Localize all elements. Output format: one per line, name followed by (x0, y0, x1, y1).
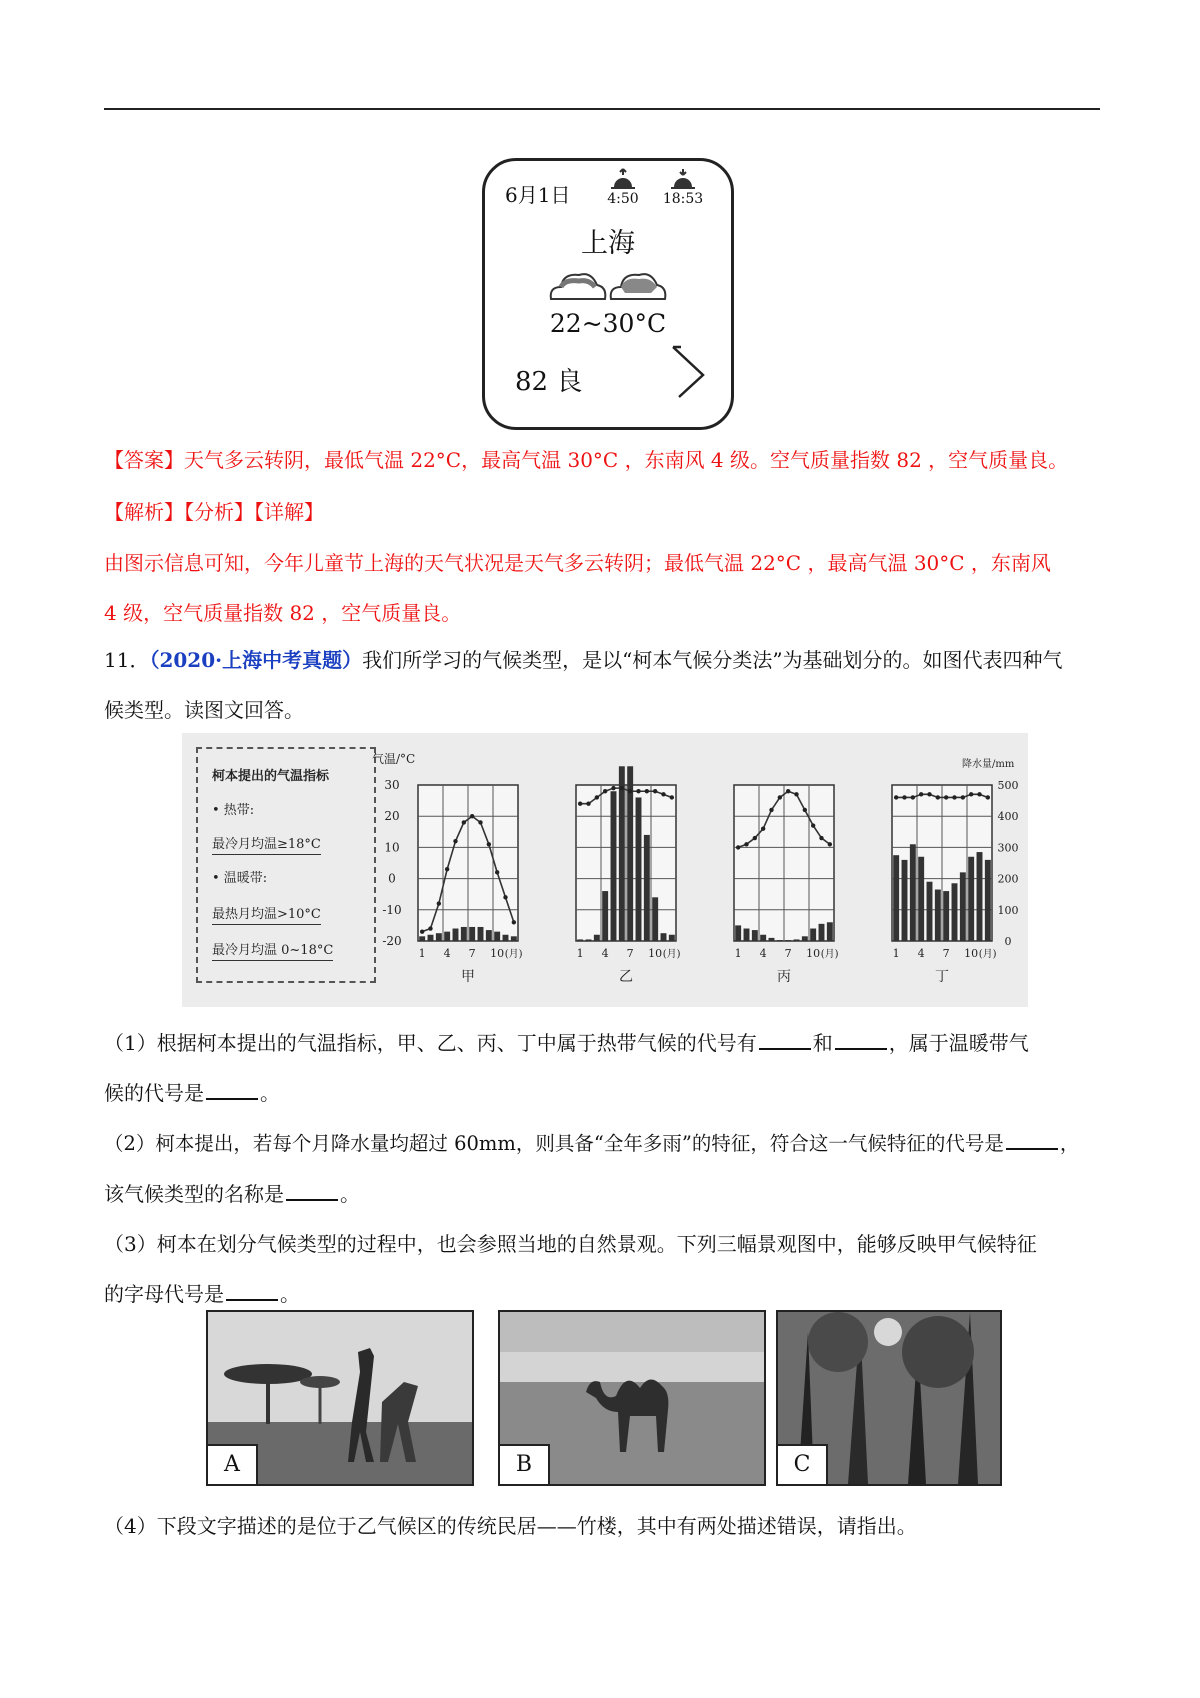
precipitation-bar (968, 857, 974, 941)
temperature-point (761, 826, 765, 830)
precipitation-bar (419, 936, 425, 941)
precipitation-bar (935, 890, 941, 941)
weather-temperature: 22~30°C (549, 309, 667, 338)
precipitation-bar (594, 935, 600, 941)
temperature-point (986, 795, 990, 799)
temperature-point (753, 836, 757, 840)
sub-question-1-line-2 (104, 1077, 280, 1106)
legend-tropical-rule: 最冷月均温≥18°C (212, 833, 321, 855)
sub-question-2-line-2 (104, 1178, 360, 1207)
landscape-photo-savanna (206, 1310, 474, 1486)
x-unit-label: (月) (978, 949, 997, 960)
temperature-point (437, 901, 441, 905)
answer-blank[interactable] (226, 1281, 278, 1301)
chart-name: 丁 (935, 969, 949, 985)
legend-temperate-rule-2: 最冷月均温 0~18°C (212, 939, 333, 961)
weather-icons (547, 261, 671, 305)
x-tick-label: 4 (601, 947, 609, 960)
temperature-point (420, 929, 424, 933)
q1-text-b: ，属于温暖带气 (888, 1031, 1029, 1055)
temperature-point (902, 795, 906, 799)
precipitation-bar (918, 857, 924, 941)
temperature-point (769, 808, 773, 812)
temperature-point (911, 795, 915, 799)
precipitation-bar (910, 844, 916, 941)
header-rule (104, 108, 1100, 110)
cloudy-icon (551, 274, 606, 299)
precipitation-bar (669, 935, 675, 941)
precip-tick-label: 0 (1004, 935, 1012, 948)
temperature-point (977, 792, 981, 796)
temperature-point (736, 845, 740, 849)
answer-blank[interactable] (835, 1030, 887, 1050)
temperature-point (819, 836, 823, 840)
precipitation-bar (927, 882, 933, 941)
x-unit-label: (月) (820, 949, 839, 960)
answer-line (104, 444, 1068, 473)
temperature-point (927, 792, 931, 796)
temperature-point (611, 786, 615, 790)
explanation-line-1: 由图示信息可知，今年儿童节上海的天气状况是天气多云转阴；最低气温 22°C ，最高气温 30°C ，东南风 (104, 551, 1051, 575)
temperature-point (894, 795, 898, 799)
precipitation-bar (952, 883, 958, 941)
precipitation-bar (652, 897, 658, 941)
precipitation-bar (444, 932, 450, 941)
question-text-1: 我们所学习的气候类型，是以“柯本气候分类法”为基础划分的。如图代表四种气 (362, 648, 1063, 672)
temperature-point (653, 789, 657, 793)
precipitation-bar (893, 855, 899, 941)
legend-temperate: • 温暖带: (212, 871, 268, 886)
precipitation-bar (977, 852, 983, 941)
precipitation-bar (453, 929, 459, 941)
temp-tick-label: 30 (384, 778, 400, 792)
precipitation-bar (636, 797, 642, 941)
precipitation-bar (769, 938, 775, 941)
temp-tick-label: 10 (384, 840, 400, 855)
sub-question-3-line-1: （3）柯本在划分气候类型的过程中，也会参照当地的自然景观。下列三幅景观图中，能够反映甲气候特征 (104, 1232, 1037, 1256)
precipitation-bar (735, 925, 741, 941)
x-tick-label: 1 (734, 947, 742, 960)
sunrise-time: 4:50 (607, 191, 639, 207)
temperature-point (944, 795, 948, 799)
temperature-point (952, 795, 956, 799)
temperature-point (487, 842, 491, 846)
analysis-label: 【解析】【分析】【详解】 (104, 500, 324, 524)
precipitation-bar (777, 940, 783, 941)
temperature-point (636, 789, 640, 793)
precipitation-bar (661, 933, 667, 941)
sub-question-2-line-1 (104, 1128, 1079, 1156)
precipitation-bar (810, 929, 816, 941)
air-quality: 82 良 (515, 367, 583, 397)
x-unit-label: (月) (662, 949, 681, 960)
sub-question-1-line-1 (104, 1027, 1029, 1056)
x-tick-label: 7 (942, 947, 950, 960)
sub-question-4: （4）下段文字描述的是位于乙气候区的传统民居——竹楼，其中有两处描述错误，请指出。 (104, 1514, 917, 1538)
answer-blank[interactable] (206, 1080, 258, 1100)
precip-tick-label: 300 (997, 841, 1019, 855)
answer-blank[interactable] (286, 1181, 338, 1201)
temperature-point (778, 795, 782, 799)
precipitation-bar (461, 927, 467, 941)
precipitation-bar (436, 933, 442, 941)
climate-charts (182, 733, 1028, 1007)
landscape-photo-desert (498, 1310, 766, 1486)
precipitation-bar (960, 872, 966, 941)
comma: ， (1059, 1132, 1080, 1155)
precipitation-bar (619, 766, 625, 941)
sunset-time: 18:53 (662, 191, 704, 207)
legend-tropical: • 热带: (212, 803, 255, 818)
temp-tick-label: -10 (382, 902, 402, 917)
period: 。 (260, 1081, 280, 1105)
temperature-point (478, 820, 482, 824)
precip-tick-label: 200 (997, 872, 1019, 886)
q1-text-a: （1）根据柯本提出的气温指标，甲、乙、丙、丁中属于热带气候的代号有 (104, 1031, 757, 1055)
temperature-point (645, 789, 649, 793)
question-source: （2020·上海中考真题） (149, 648, 363, 672)
temperature-point (794, 792, 798, 796)
temperature-point (603, 789, 607, 793)
sub-question-3-line-2 (104, 1278, 300, 1307)
temperature-point (961, 795, 965, 799)
temperature-point (969, 792, 973, 796)
temp-tick-label: -20 (382, 934, 402, 948)
question-11-line-1 (104, 644, 1063, 673)
temperature-point (428, 926, 432, 930)
x-tick-label: 10 (648, 947, 663, 960)
precipitation-bar (752, 930, 758, 941)
temperature-point (462, 820, 466, 824)
period: 。 (280, 1282, 300, 1306)
sunset-icon (668, 167, 698, 191)
precipitation-bar (902, 860, 908, 941)
precipitation-bar (586, 939, 592, 941)
precipitation-bar (486, 930, 492, 941)
temp-tick-label: 20 (384, 809, 400, 824)
question-11-line-2: 候类型。读图文回答。 (104, 698, 304, 722)
precipitation-bar (511, 936, 517, 941)
x-tick-label: 10 (490, 947, 505, 960)
climate-charts-figure (182, 733, 1028, 1007)
temperature-point (661, 792, 665, 796)
temperature-point (670, 795, 674, 799)
landscape-photo-forest (776, 1310, 1002, 1486)
x-tick-label: 10 (964, 947, 979, 960)
precip-axis-label: 降水量/mm (962, 759, 1015, 770)
period: 。 (340, 1182, 360, 1206)
precipitation-bar (428, 935, 434, 941)
precipitation-bar (644, 835, 650, 941)
answer-blank[interactable] (1006, 1130, 1058, 1150)
sunrise-block (593, 167, 653, 207)
temperature-point (811, 823, 815, 827)
photo-label: C (778, 1444, 828, 1484)
q1-and: 和 (812, 1031, 833, 1055)
temperature-point (595, 795, 599, 799)
q1-text-c: 候的代号是 (104, 1081, 204, 1105)
x-tick-label: 10 (806, 947, 821, 960)
sunrise-icon (608, 167, 638, 191)
chart-name: 乙 (619, 969, 633, 985)
x-tick-label: 1 (576, 947, 584, 960)
q3-text-b: 的字母代号是 (104, 1282, 224, 1306)
x-unit-label: (月) (504, 949, 523, 960)
temperature-point (628, 789, 632, 793)
precip-tick-label: 500 (997, 779, 1019, 792)
temp-axis-label: 气温/°C (372, 752, 416, 766)
precipitation-bar (794, 939, 800, 941)
weather-city: 上海 (581, 228, 635, 259)
photo-label: A (208, 1444, 258, 1484)
temperature-point (803, 808, 807, 812)
precipitation-bar (503, 935, 509, 941)
temperature-point (936, 795, 940, 799)
chart-name: 丙 (777, 969, 791, 985)
precipitation-bar (785, 940, 791, 941)
temperature-point (495, 870, 499, 874)
precipitation-bar (802, 936, 808, 941)
precipitation-bar (985, 860, 991, 941)
precipitation-bar (577, 939, 583, 941)
overcast-icon (611, 274, 666, 299)
temperature-point (744, 842, 748, 846)
answer-label: 【答案】 (104, 448, 184, 472)
answer-blank[interactable] (759, 1030, 811, 1050)
temperature-point (786, 789, 790, 793)
question-number: 11． (104, 648, 150, 672)
temperature-point (445, 867, 449, 871)
temperature-point (470, 814, 474, 818)
precipitation-bar (819, 924, 825, 941)
x-tick-label: 7 (468, 947, 476, 960)
q2-text-a: （2）柯本提出，若每个月降水量均超过 60mm，则具备“全年多雨”的特征，符合这一气候特征的代号是 (104, 1132, 1004, 1155)
southeast-wind-icon (671, 345, 707, 401)
photo-label: B (500, 1444, 550, 1484)
x-tick-label: 4 (443, 947, 451, 960)
legend-temperate-rule-1: 最热月均温>10°C (212, 903, 321, 925)
precipitation-bar (760, 935, 766, 941)
precipitation-bar (744, 929, 750, 941)
q2-text-b: 该气候类型的名称是 (104, 1182, 284, 1206)
precipitation-bar (611, 791, 617, 941)
temperature-point (828, 842, 832, 846)
temperature-point (512, 920, 516, 924)
weather-date: 6月1日 (505, 183, 571, 207)
weather-card (482, 158, 734, 430)
x-tick-label: 7 (784, 947, 792, 960)
temperature-point (503, 895, 507, 899)
legend-title: 柯本提出的气温指标 (212, 769, 330, 784)
precipitation-bar (827, 922, 833, 941)
precipitation-bar (478, 927, 484, 941)
answer-text: 天气多云转阴，最低气温 22°C，最高气温 30°C ，东南风 4 级。空气质量指数 82 ，空气质量良。 (184, 448, 1069, 472)
temperature-point (586, 802, 590, 806)
temperature-point (919, 792, 923, 796)
x-tick-label: 1 (418, 947, 426, 960)
sunset-block (653, 167, 713, 207)
temperature-point (620, 786, 624, 790)
precipitation-bar (494, 932, 500, 941)
x-tick-label: 4 (917, 947, 925, 960)
precip-tick-label: 400 (997, 810, 1019, 824)
precip-tick-label: 100 (997, 903, 1019, 917)
precipitation-bar (469, 927, 475, 941)
precipitation-bar (943, 891, 949, 941)
temperature-point (578, 802, 582, 806)
chart-name: 甲 (461, 969, 475, 985)
explanation-line-2: 4 级，空气质量指数 82 ，空气质量良。 (104, 601, 462, 625)
temperature-point (453, 839, 457, 843)
x-tick-label: 4 (759, 947, 767, 960)
x-tick-label: 1 (892, 947, 900, 960)
temp-tick-label: 0 (388, 871, 396, 886)
x-tick-label: 7 (626, 947, 634, 960)
precipitation-bar (602, 891, 608, 941)
